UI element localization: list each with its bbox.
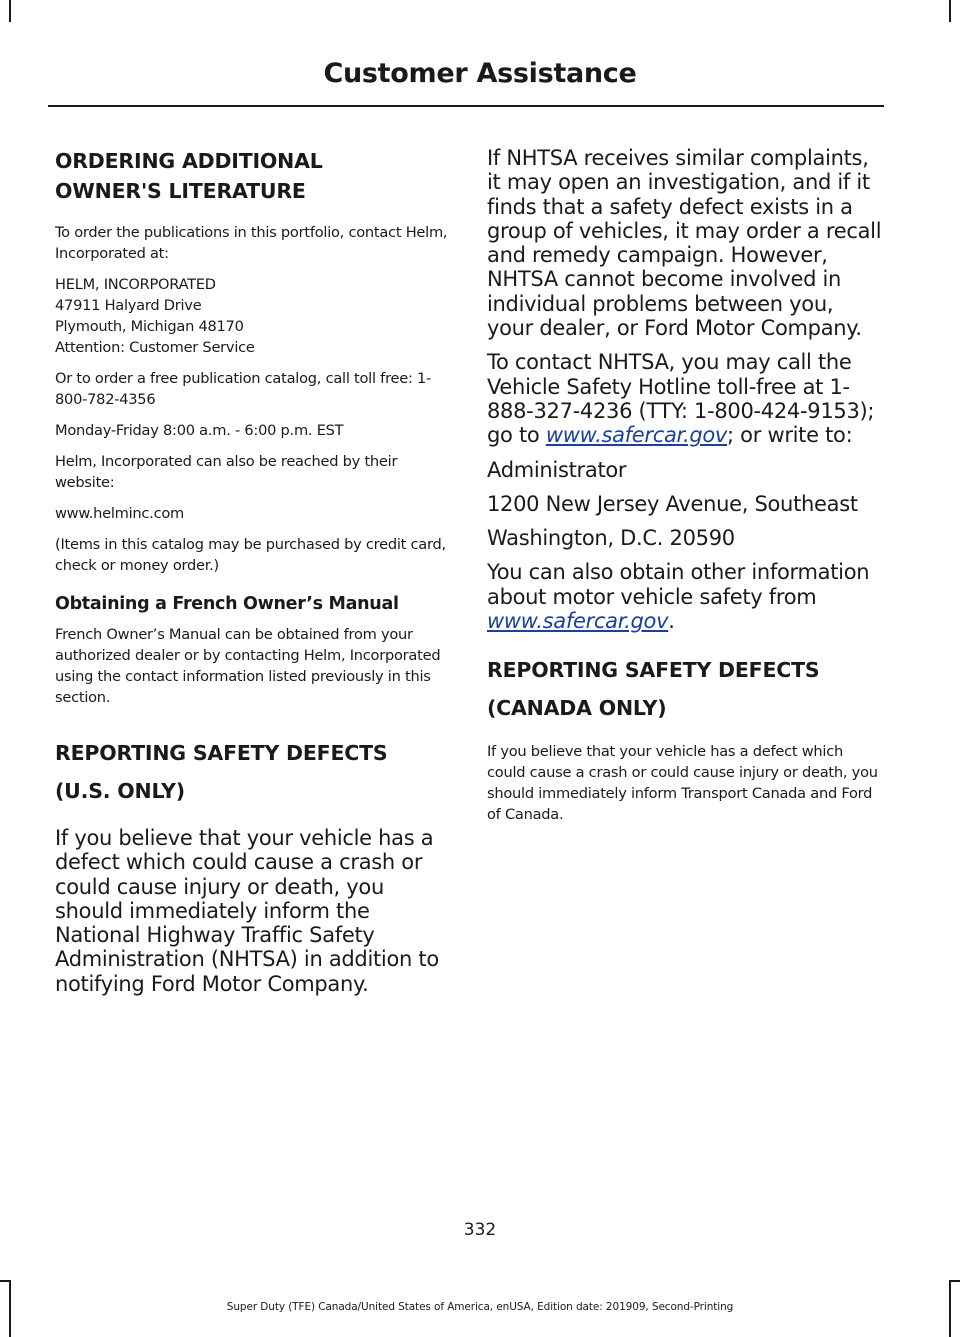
- mailing-address: [55, 274, 451, 358]
- website-text: www.helminc.com: [55, 505, 184, 522]
- paragraph-text: To contact NHTSA, you may call the Vehicle Safety Hotline toll-free at 1-888-327-4236 (TTY: 1-800-424-9153); go to: [487, 350, 875, 448]
- paragraph: If you believe that your vehicle has a defect which could cause a crash or could cause injury or death, you should immediately inform the National Highway Traffic Safety Administration (NHTSA) in addition to notifying Ford Motor Company.: [55, 826, 439, 996]
- crop-mark: [949, 1280, 960, 1282]
- paragraph: To order the publications in this portfolio, contact Helm, Incorporated at:: [55, 224, 448, 262]
- paragraph: Helm, Incorporated can also be reached by their website:: [55, 453, 398, 491]
- paragraph-text: You can also obtain other information about motor vehicle safety from: [487, 560, 870, 609]
- paragraph: Monday-Friday 8:00 a.m. - 6:00 p.m. EST: [55, 422, 344, 439]
- address-line: HELM, INCORPORATED: [55, 276, 216, 293]
- paragraph-text: ; or write to:: [727, 423, 853, 448]
- safercar-link[interactable]: www.safercar.gov: [487, 609, 669, 634]
- section-heading: ORDERING ADDITIONAL: [55, 149, 323, 173]
- address-line: Administrator: [487, 457, 627, 482]
- section-heading: (CANADA ONLY): [487, 696, 667, 721]
- page-number: 332: [463, 1220, 497, 1240]
- address-line: 1200 New Jersey Avenue, Southeast: [487, 491, 858, 516]
- subsection-heading: Obtaining a French Owner’s Manual: [55, 594, 399, 614]
- section-heading: REPORTING SAFETY DEFECTS: [55, 741, 388, 765]
- page-header-title: Customer Assistance: [323, 58, 637, 89]
- right-column: [487, 146, 883, 835]
- header-divider: [48, 105, 884, 107]
- paragraph: French Owner’s Manual can be obtained from your authorized dealer or by contacting Helm, Incorporated using the contact information listed previously in this section.: [55, 626, 441, 706]
- crop-mark: [949, 0, 951, 22]
- crop-mark: [0, 1280, 11, 1282]
- address-line: Plymouth, Michigan 48170: [55, 318, 244, 335]
- footer-edition-text: Super Duty (TFE) Canada/United States of America, enUSA, Edition date: 201909, Second-Printing: [226, 1301, 734, 1313]
- paragraph: (Items in this catalog may be purchased by credit card, check or money order.): [55, 536, 446, 574]
- paragraph: [487, 560, 883, 633]
- section-heading: REPORTING SAFETY DEFECTS: [487, 658, 820, 683]
- section-heading: OWNER'S LITERATURE: [55, 179, 306, 203]
- paragraph: Or to order a free publication catalog, call toll free: 1-800-782-4356: [55, 370, 432, 408]
- crop-mark: [9, 0, 11, 22]
- address-line: Attention: Customer Service: [55, 339, 255, 356]
- paragraph: [487, 350, 883, 447]
- section-heading: (U.S. ONLY): [55, 779, 185, 803]
- paragraph: If NHTSA receives similar complaints, it may open an investigation, and if it finds that a safety defect exists in a group of vehicles, it may order a recall and remedy campaign. However, NHTSA cannot become involved in individual problems between you, your dealer, or Ford Motor Company.: [487, 146, 882, 341]
- left-column: [55, 146, 451, 1006]
- paragraph-text: .: [668, 609, 675, 634]
- address-line: Washington, D.C. 20590: [487, 526, 735, 551]
- address-line: 47911 Halyard Drive: [55, 297, 202, 314]
- safercar-link[interactable]: www.safercar.gov: [545, 423, 728, 448]
- paragraph: If you believe that your vehicle has a defect which could cause a crash or could cause injury or death, you should immediately inform Transport Canada and Ford of Canada.: [487, 743, 878, 824]
